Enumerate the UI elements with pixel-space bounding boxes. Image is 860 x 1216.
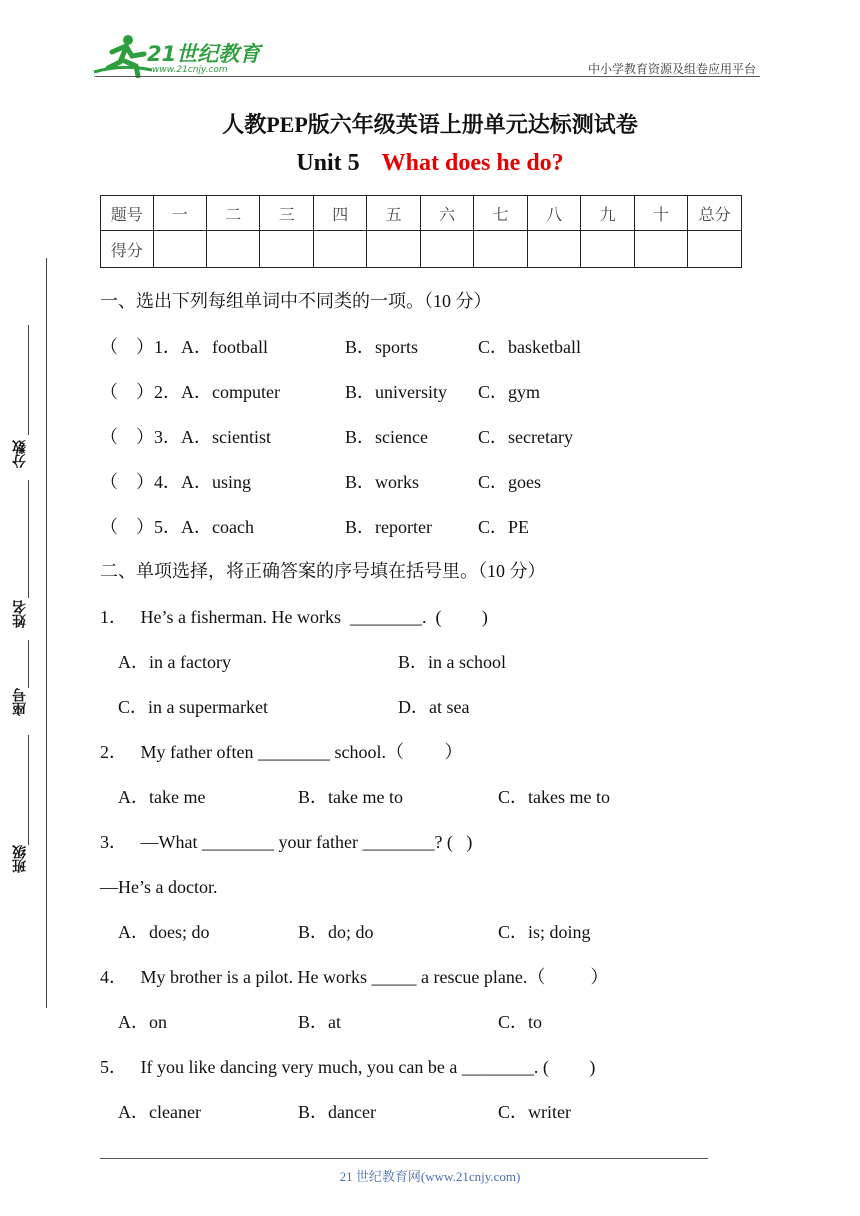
score-table bbox=[100, 195, 742, 268]
s2-q1-question: 1． He’s a fisherman. He works ________. ( ) bbox=[100, 607, 488, 627]
s2-q2-option-b: B．take me to bbox=[298, 787, 403, 807]
score-header-cell: 五 bbox=[367, 196, 420, 231]
score-header-cell: 题号 bbox=[101, 196, 154, 231]
score-header-cell: 二 bbox=[206, 196, 259, 231]
score-cell[interactable] bbox=[527, 231, 580, 268]
s1-q4-option-b: B．works bbox=[345, 472, 420, 492]
side-score-label: 分数 bbox=[12, 440, 28, 468]
score-cell[interactable] bbox=[206, 231, 259, 268]
s1-q1-option-b: B．sports bbox=[345, 337, 419, 357]
s1-q5-option-b: B．reporter bbox=[345, 517, 432, 537]
score-value-row bbox=[101, 231, 742, 268]
score-cell[interactable] bbox=[688, 231, 742, 268]
section1-title: 一、选出下列每组单词中不同类的一项。（10 分） bbox=[100, 291, 492, 311]
header-divider bbox=[95, 76, 760, 77]
score-cell[interactable] bbox=[260, 231, 313, 268]
class-field-line bbox=[28, 735, 29, 845]
logo-url: www.21cnjy.com bbox=[152, 65, 228, 75]
s2-q2-option-c: C．takes me to bbox=[498, 787, 610, 807]
s2-q3-answer-line: —He’s a doctor. bbox=[100, 877, 218, 897]
platform-label: 中小学教育资源及组卷应用平台 bbox=[587, 62, 756, 76]
score-cell[interactable] bbox=[420, 231, 473, 268]
s2-q5-option-a: A．cleaner bbox=[118, 1102, 201, 1122]
s2-q3-question: 3． —What ________ your father ________? ( ) bbox=[100, 832, 473, 852]
side-name-label: 姓名 bbox=[12, 600, 28, 628]
s2-q4-option-c: C．to bbox=[498, 1012, 543, 1032]
s1-q1-option-c: C．basketball bbox=[478, 337, 581, 357]
score-header-row bbox=[101, 196, 742, 231]
s1-q4-option-c: C．goes bbox=[478, 472, 541, 492]
s1-q3-option-c: C．secretary bbox=[478, 427, 573, 447]
footer-link[interactable]: 21 世纪教育网(www.21cnjy.com) bbox=[339, 1169, 521, 1184]
score-cell[interactable] bbox=[474, 231, 527, 268]
unit-topic: What does he do? bbox=[381, 150, 564, 176]
binding-line bbox=[46, 258, 47, 1008]
s1-q5-option-c: C．PE bbox=[478, 517, 530, 537]
score-cell[interactable] bbox=[153, 231, 206, 268]
score-header-cell: 四 bbox=[313, 196, 366, 231]
s2-q3-option-a: A．does; do bbox=[118, 922, 210, 942]
s2-q2-option-a: A．take me bbox=[118, 787, 206, 807]
site-logo bbox=[92, 34, 262, 78]
score-header-cell: 一 bbox=[153, 196, 206, 231]
score-cell[interactable] bbox=[367, 231, 420, 268]
score-header-cell: 九 bbox=[581, 196, 634, 231]
score-header-cell: 八 bbox=[527, 196, 580, 231]
logo-text: 21世纪教育 bbox=[147, 42, 261, 66]
score-header-cell: 总分 bbox=[688, 196, 742, 231]
score-header-cell: 七 bbox=[474, 196, 527, 231]
score-field-line bbox=[28, 325, 29, 435]
s2-q5-question: 5． If you like dancing very much, you can be a ________. ( ) bbox=[100, 1057, 596, 1077]
s1-q1-stem: （ ）1．A．football bbox=[100, 337, 268, 357]
s2-q4-option-a: A．on bbox=[118, 1012, 167, 1032]
s1-q2-option-c: C．gym bbox=[478, 382, 541, 402]
unit-label: Unit 5 bbox=[296, 150, 360, 176]
unit-heading bbox=[0, 150, 860, 177]
s2-q1-option-c: C．in a supermarket bbox=[118, 697, 268, 717]
score-cell[interactable] bbox=[313, 231, 366, 268]
name-field-line bbox=[28, 480, 29, 598]
s2-q5-option-c: C．writer bbox=[498, 1102, 571, 1122]
s1-q2-stem: （ ）2．A．computer bbox=[100, 382, 280, 402]
s1-q3-stem: （ ）3．A．scientist bbox=[100, 427, 271, 447]
score-row-label: 得分 bbox=[101, 231, 154, 268]
s2-q4-option-b: B．at bbox=[298, 1012, 341, 1032]
side-seat-label: 座号 bbox=[12, 688, 28, 716]
s2-q3-option-c: C．is; doing bbox=[498, 922, 591, 942]
footer-divider bbox=[100, 1158, 708, 1159]
section2-title: 二、单项选择，将正确答案的序号填在括号里。（10 分） bbox=[100, 561, 546, 581]
s2-q2-question: 2． My father often ________ school.（ ） bbox=[100, 742, 463, 762]
seat-field-line bbox=[28, 640, 29, 688]
s2-q4-question: 4． My brother is a pilot. He works _____ a rescue plane.（ ） bbox=[100, 967, 609, 987]
s2-q1-option-b: B．in a school bbox=[398, 652, 506, 672]
s2-q1-option-d: D．at sea bbox=[398, 697, 470, 717]
s1-q4-stem: （ ）4．A．using bbox=[100, 472, 252, 492]
s1-q3-option-b: B．science bbox=[345, 427, 428, 447]
s2-q1-option-a: A．in a factory bbox=[118, 652, 231, 672]
page-title: 人教PEP版六年级英语上册单元达标测试卷 bbox=[222, 112, 638, 137]
score-header-cell: 三 bbox=[260, 196, 313, 231]
s1-q2-option-b: B．university bbox=[345, 382, 447, 402]
score-cell[interactable] bbox=[634, 231, 687, 268]
s1-q5-stem: （ ）5．A．coach bbox=[100, 517, 254, 537]
s2-q5-option-b: B．dancer bbox=[298, 1102, 376, 1122]
score-cell[interactable] bbox=[581, 231, 634, 268]
score-header-cell: 六 bbox=[420, 196, 473, 231]
side-class-label: 班级 bbox=[12, 845, 28, 873]
score-header-cell: 十 bbox=[634, 196, 687, 231]
s2-q3-option-b: B．do; do bbox=[298, 922, 374, 942]
